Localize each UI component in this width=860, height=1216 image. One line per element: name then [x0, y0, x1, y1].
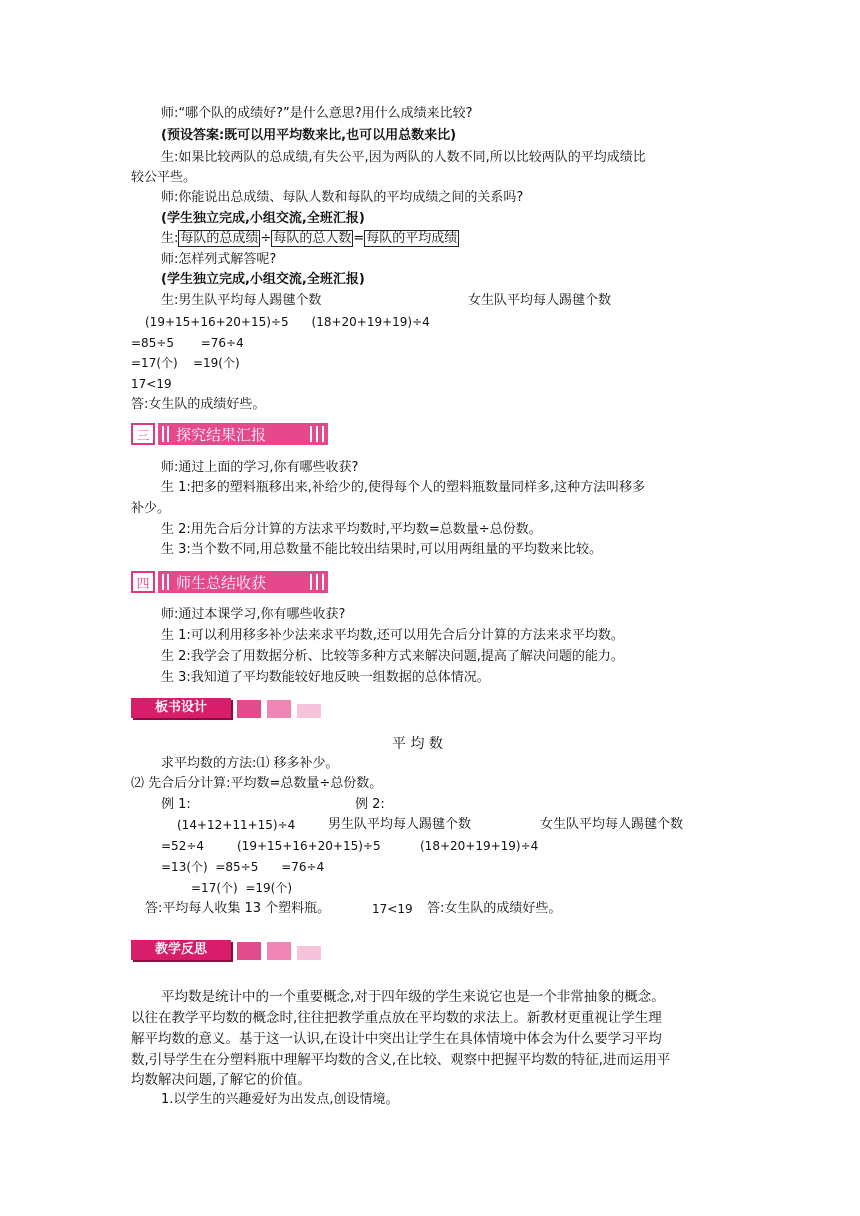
summary-line: 生 3:当个数不同,用总数量不能比较出结果时,可以用两组量的平均数来比较。	[161, 542, 603, 557]
decor-square	[267, 942, 291, 960]
reflection-line: 均数解决问题,了解它的价值。	[131, 1072, 311, 1088]
board-title: 平 均 数	[392, 736, 443, 752]
banner-label: 教学反思	[131, 940, 231, 960]
reflection-line: 以往在教学平均数的概念时,往往把教学重点放在平均数的求法上。新教材更重视让学生理	[131, 1010, 662, 1026]
decor-square	[297, 946, 321, 960]
dialogue-line: 较公平些。	[131, 170, 197, 185]
calc-row: 17<19	[131, 377, 172, 391]
reflection-line: 数,引导学生在分塑料瓶中理解平均数的含义,在比较、观察中把握平均数的特征,进而运用平	[131, 1052, 671, 1068]
summary-line: 生 2:用先合后分计算的方法求平均数时,平均数=总数量÷总份数。	[161, 522, 542, 537]
board-line: (19+15+16+20+15)÷5	[237, 839, 381, 853]
section-title: 师生总结收获	[176, 573, 267, 592]
summary-line: 生 1:把多的塑料瓶移出来,补给少的,使得每个人的塑料瓶数量同样多,这种方法叫移多	[161, 480, 646, 495]
section-number: 三	[131, 423, 155, 445]
reflection-point: 1.以学生的兴趣爱好为出发点,创设情境。	[161, 1092, 399, 1107]
section-bar	[158, 571, 328, 593]
board-line: 女生队平均每人踢毽个数	[540, 817, 684, 832]
calc-row: =17(个) =19(个)	[131, 356, 240, 370]
board-line: (18+20+19+19)÷4	[420, 839, 539, 853]
reflection-line: 解平均数的意义。基于这一认识,在设计中突出让学生在具体情境中体会为什么要学习平均	[131, 1031, 662, 1047]
relation-prefix: 生:	[161, 231, 179, 246]
section-number: 四	[131, 571, 155, 593]
operator: ÷	[260, 231, 272, 246]
boys-label: 生:男生队平均每人踢毽个数	[161, 293, 322, 308]
dialogue-line: 师:“哪个队的成绩好?”是什么意思?用什么成绩来比较?	[161, 106, 473, 121]
board-line: =52÷4	[161, 839, 205, 853]
calc-answer: 答:女生队的成绩好些。	[131, 397, 266, 412]
boxed-term-total: 每队的总成绩	[180, 231, 259, 246]
dialogue-line: 生:如果比较两队的总成绩,有失公平,因为两队的人数不同,所以比较两队的平均成绩比	[161, 150, 646, 165]
board-line: 答:女生队的成绩好些。	[427, 901, 562, 916]
decor-square	[297, 704, 321, 718]
operator: =	[353, 231, 365, 246]
dialogue-line: (学生独立完成,小组交流,全班汇报)	[161, 211, 365, 226]
boxed-term-count: 每队的总人数	[273, 231, 352, 246]
board-line: =13(个) =85÷5 =76÷4	[161, 860, 325, 874]
dialogue-line: 师:怎样列式解答呢?	[161, 252, 277, 267]
section-header-3	[131, 423, 328, 445]
boxed-term-average: 每队的平均成绩	[366, 231, 458, 246]
summary-line: 生 2:我学会了用数据分析、比较等多种方式来解决问题,提高了解决问题的能力。	[161, 649, 624, 664]
banner-label: 板书设计	[131, 698, 231, 718]
board-example-2: 例 2:	[355, 797, 385, 812]
board-line: ⑵ 先合后分计算:平均数=总数量÷总份数。	[131, 776, 383, 791]
board-design-banner	[131, 698, 321, 718]
board-line: 求平均数的方法:⑴ 移多补少。	[161, 756, 339, 771]
summary-line: 补少。	[131, 501, 171, 516]
board-line: 17<19	[372, 902, 413, 916]
teaching-reflection-banner	[131, 940, 321, 960]
summary-line: 生 1:可以利用移多补少法来求平均数,还可以用先合后分计算的方法来求平均数。	[161, 628, 624, 643]
girls-label: 女生队平均每人踢毽个数	[468, 293, 612, 308]
dialogue-line: (预设答案:既可以用平均数来比,也可以用总数来比)	[161, 128, 457, 143]
reflection-line: 平均数是统计中的一个重要概念,对于四年级的学生来说它也是一个非常抽象的概念。	[161, 989, 665, 1005]
calc-row: =85÷5 =76÷4	[131, 336, 244, 350]
board-line: 答:平均每人收集 13 个塑料瓶。	[145, 901, 331, 916]
section-header-4	[131, 571, 328, 593]
summary-line: 师:通过本课学习,你有哪些收获?	[161, 607, 346, 622]
board-line: =17(个) =19(个)	[191, 881, 293, 895]
dialogue-line: 师:你能说出总成绩、每队人数和每队的平均成绩之间的关系吗?	[161, 190, 524, 205]
board-example-1: 例 1:	[161, 797, 191, 812]
relation-formula	[161, 229, 459, 249]
decor-square	[267, 700, 291, 718]
section-title: 探究结果汇报	[176, 425, 267, 444]
summary-line: 生 3:我知道了平均数能较好地反映一组数据的总体情况。	[161, 670, 490, 685]
dialogue-line: (学生独立完成,小组交流,全班汇报)	[161, 272, 365, 287]
section-bar	[158, 423, 328, 445]
decor-square	[237, 942, 261, 960]
board-line: 男生队平均每人踢毽个数	[328, 817, 472, 832]
board-line: (14+12+11+15)÷4	[177, 818, 296, 832]
decor-square	[237, 700, 261, 718]
summary-line: 师:通过上面的学习,你有哪些收获?	[161, 460, 359, 475]
calc-row: (19+15+16+20+15)÷5 (18+20+19+19)÷4	[145, 315, 430, 329]
